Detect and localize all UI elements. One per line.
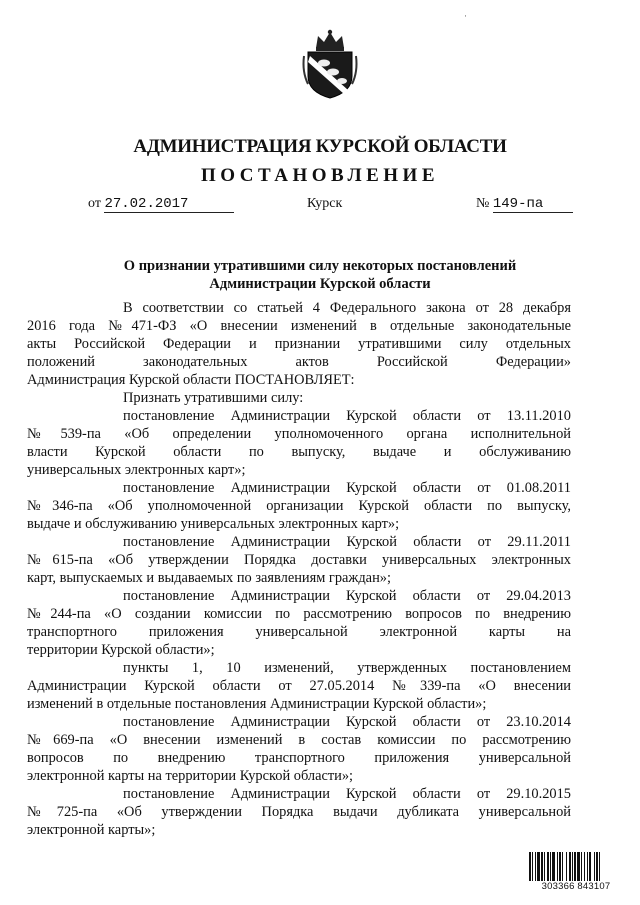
text-line: №539-па «Об определении уполномоченного органа исполнительной: [27, 426, 571, 442]
title-line: О признании утратившими силу некоторых постановлений: [123, 258, 517, 274]
number-block: [476, 196, 573, 213]
number-label: №: [476, 196, 490, 211]
text-line: постановление Администрации Курской области от 23.10.2014: [123, 714, 571, 730]
title-line: Администрации Курской области: [209, 276, 431, 292]
text-line: постановление Администрации Курской области от 29.10.2015: [123, 786, 571, 802]
paragraph: [27, 785, 571, 839]
document-body: [27, 299, 571, 839]
city: Курск: [307, 196, 343, 211]
text-line: пункты 1, 10 изменений, утвержденных постановлением: [123, 660, 571, 676]
text-line: постановление Администрации Курской области от 01.08.2011: [123, 480, 571, 496]
text-line: территории Курской области»;: [27, 642, 215, 658]
text-line: электронной карты»;: [27, 822, 156, 838]
paragraph: [27, 587, 571, 659]
text-line: Администрация Курской области ПОСТАНОВЛЯЕТ:: [27, 372, 355, 388]
organization-name: АДМИНИСТРАЦИЯ КУРСКОЙ ОБЛАСТИ: [133, 136, 507, 157]
coat-of-arms-icon: [300, 28, 360, 100]
text-line: карт, выпускаемых и выдаваемых по заявлениям граждан»;: [27, 570, 391, 586]
text-line: №615-па «Об утверждении Порядка доставки универсальных электронных: [27, 552, 571, 568]
text-line: 2016 года №471-ФЗ «О внесении изменений в отдельные законодательные: [27, 318, 571, 334]
barcode-number: 303366 843107: [527, 881, 625, 892]
paragraph: [27, 713, 571, 785]
date-label: от: [88, 196, 101, 211]
scan-mark: ·: [464, 11, 467, 21]
text-line: изменений в отдельные постановления Администрации Курской области»;: [27, 696, 487, 712]
paragraph: [75, 389, 571, 407]
text-line: №346-па «Об уполномоченной организации Курской области по выпуску,: [27, 498, 571, 514]
text-line: №725-па «Об утверждении Порядка выдачи дубликата универсальной: [27, 804, 571, 820]
document-title: [40, 257, 600, 293]
text-line: электронной карты на территории Курской области»;: [27, 768, 354, 784]
text-line: акты Российской Федерации и признании утратившими силу отдельных: [27, 336, 571, 352]
document-date: 27.02.2017: [104, 197, 234, 213]
text-line: Признать утратившими силу:: [123, 390, 304, 406]
text-line: №244-па «О создании комиссии по рассмотрению вопросов по внедрению: [27, 606, 571, 622]
document-type: ПОСТАНОВЛЕНИЕ: [200, 165, 440, 186]
text-line: В соответствии со статьей 4 Федерального закона от 28 декабря: [123, 300, 571, 316]
paragraph: [27, 533, 571, 587]
text-line: транспортного приложения универсальной электронной карты на: [27, 624, 571, 640]
paragraph: [27, 659, 571, 713]
text-line: выдаче и обслуживанию универсальных электронных карт»;: [27, 516, 400, 532]
text-line: вопросов по внедрению транспортного приложения универсальной: [27, 750, 571, 766]
paragraph: [27, 479, 571, 533]
text-line: постановление Администрации Курской области от 13.11.2010: [123, 408, 571, 424]
text-line: №669-па «О внесении изменений в состав комиссии по рассмотрению: [27, 732, 571, 748]
text-line: универсальных электронных карт»;: [27, 462, 246, 478]
text-line: власти Курской области по выпуску, выдаче и обслуживанию: [27, 444, 571, 460]
text-line: постановление Администрации Курской области от 29.11.2011: [123, 534, 571, 550]
date-block: [88, 196, 234, 213]
paragraph: [27, 407, 571, 479]
text-line: постановление Администрации Курской области от 29.04.2013: [123, 588, 571, 604]
paragraph: [27, 299, 571, 389]
text-line: Администрации Курской области от 27.05.2014 №339-па «О внесении: [27, 678, 571, 694]
text-line: положений законодательных актов Российской Федерации»: [27, 354, 571, 370]
document-number: 149-па: [493, 197, 573, 213]
